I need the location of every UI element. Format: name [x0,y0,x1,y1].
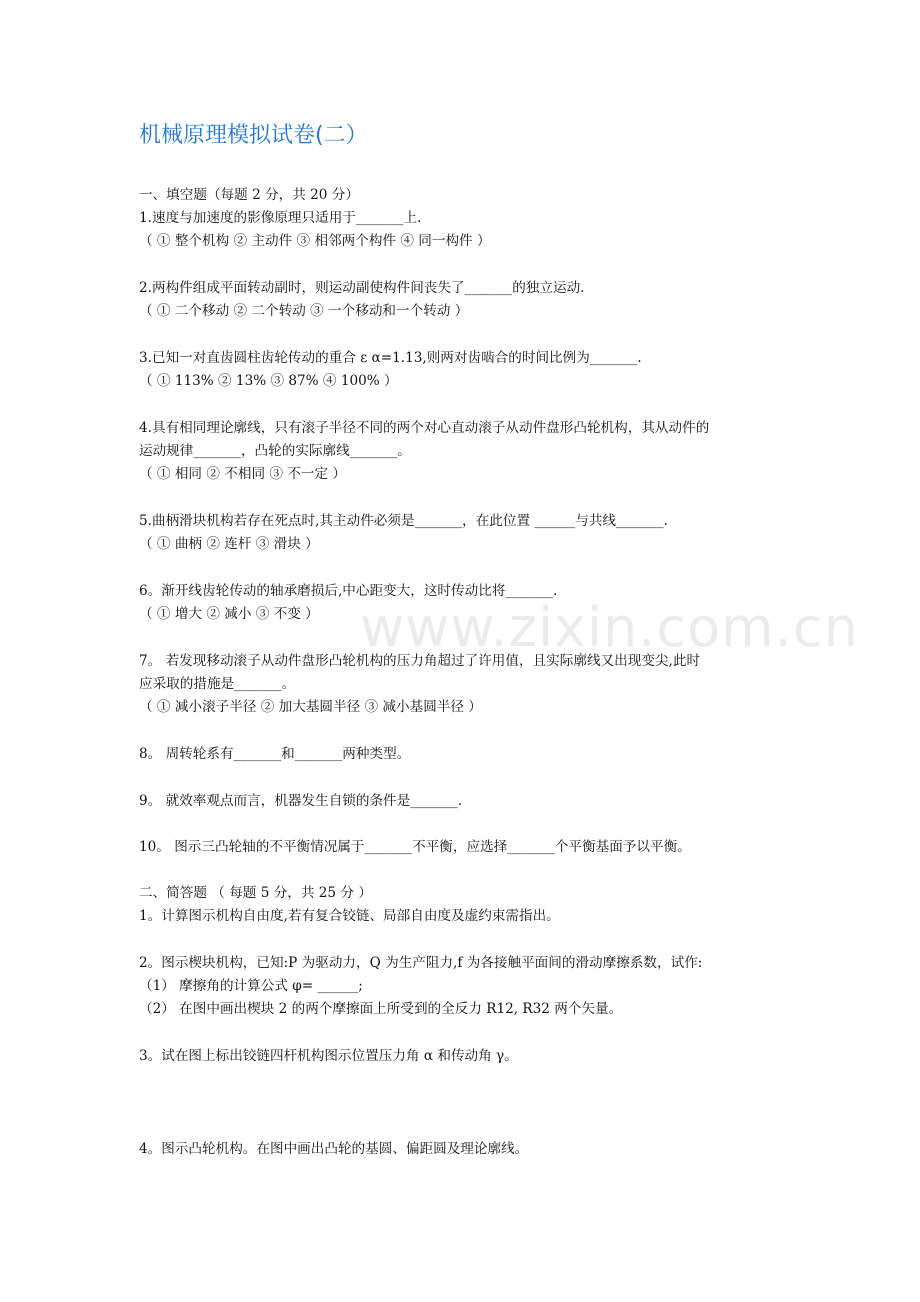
question-line: 9。 就效率观点而言，机器发生自锁的条件是_______. [139,793,463,809]
question-line: 3.已知一对直齿圆柱齿轮传动的重合 ε α=1.13,则两对齿啮合的时间比例为_______. [139,350,642,366]
question-line: 7。 若发现移动滚子从动件盘形凸轮机构的压力角超过了许用值，且实际廓线又出现变尖,此时 [139,653,701,669]
options-line: （ ① 整个机构 ② 主动件 ③ 相邻两个构件 ④ 同一构件 ） [139,233,491,249]
question-line: 4.具有相同理论廓线，只有滚子半径不同的两个对心直动滚子从动件盘形凸轮机构，其从动件的 [139,420,710,436]
options-line: （ ① 曲柄 ② 连杆 ③ 滑块 ） [139,536,319,552]
options-line: （ ① 二个移动 ② 二个转动 ③ 一个移动和一个转动 ） [139,303,469,319]
question-line: 5.曲柄滑块机构若存在死点时,其主动件必须是_______，在此位置 ______与共线_______. [139,513,668,529]
section-heading-fill-in: 一、填空题（每题 2 分，共 20 分） [139,187,359,203]
question-line: 8。 周转轮系有_______和_______两种类型。 [139,746,411,762]
question-line: 2.两构件组成平面转动副时，则运动副使构件间丧失了_______的独立运动. [139,280,585,296]
exam-title: 机械原理模拟试卷(二） [139,123,368,148]
question-line: （1） 摩擦角的计算公式 φ= ______; [139,978,363,994]
options-line: （ ① 113% ② 13% ③ 87% ④ 100% ） [139,373,398,389]
options-line: （ ① 减小滚子半径 ② 加大基圆半径 ③ 减小基圆半径 ） [139,699,482,715]
question-line: 10。 图示三凸轮轴的不平衡情况属于_______不平衡，应选择_______个平衡基面予以平衡。 [139,839,691,855]
watermark: www.zixin.com.cn [360,596,859,659]
question-line: 4。图示凸轮机构。在图中画出凸轮的基圆、偏距圆及理论廓线。 [139,1141,529,1157]
question-line: 应采取的措施是_______。 [139,676,296,692]
question-line: 6。渐开线齿轮传动的轴承磨损后,中心距变大，这时传动比将_______. [139,583,558,599]
section-heading-short-answer: 二、简答题 （ 每题 5 分，共 25 分 ） [139,885,372,901]
question-line: 2。图示楔块机构，已知:P 为驱动力，Q 为生产阻力,f 为各接触平面间的滑动摩擦系数，试作: [139,955,703,971]
question-line: 1。计算图示机构自由度,若有复合铰链、局部自由度及虚约束需指出。 [139,908,560,924]
question-line: 1.速度与加速度的影像原理只适用于_______上. [139,210,422,226]
question-line: 3。试在图上标出铰链四杆机构图示位置压力角 α 和传动角 γ。 [139,1048,518,1064]
options-line: （ ① 相同 ② 不相同 ③ 不一定 ） [139,466,346,482]
options-line: （ ① 增大 ② 减小 ③ 不变 ） [139,606,319,622]
question-line: 运动规律_______，凸轮的实际廓线_______。 [139,443,411,459]
question-line: （2） 在图中画出楔块 2 的两个摩擦面上所受到的全反力 R12, R32 两个矢量。 [139,1001,623,1017]
